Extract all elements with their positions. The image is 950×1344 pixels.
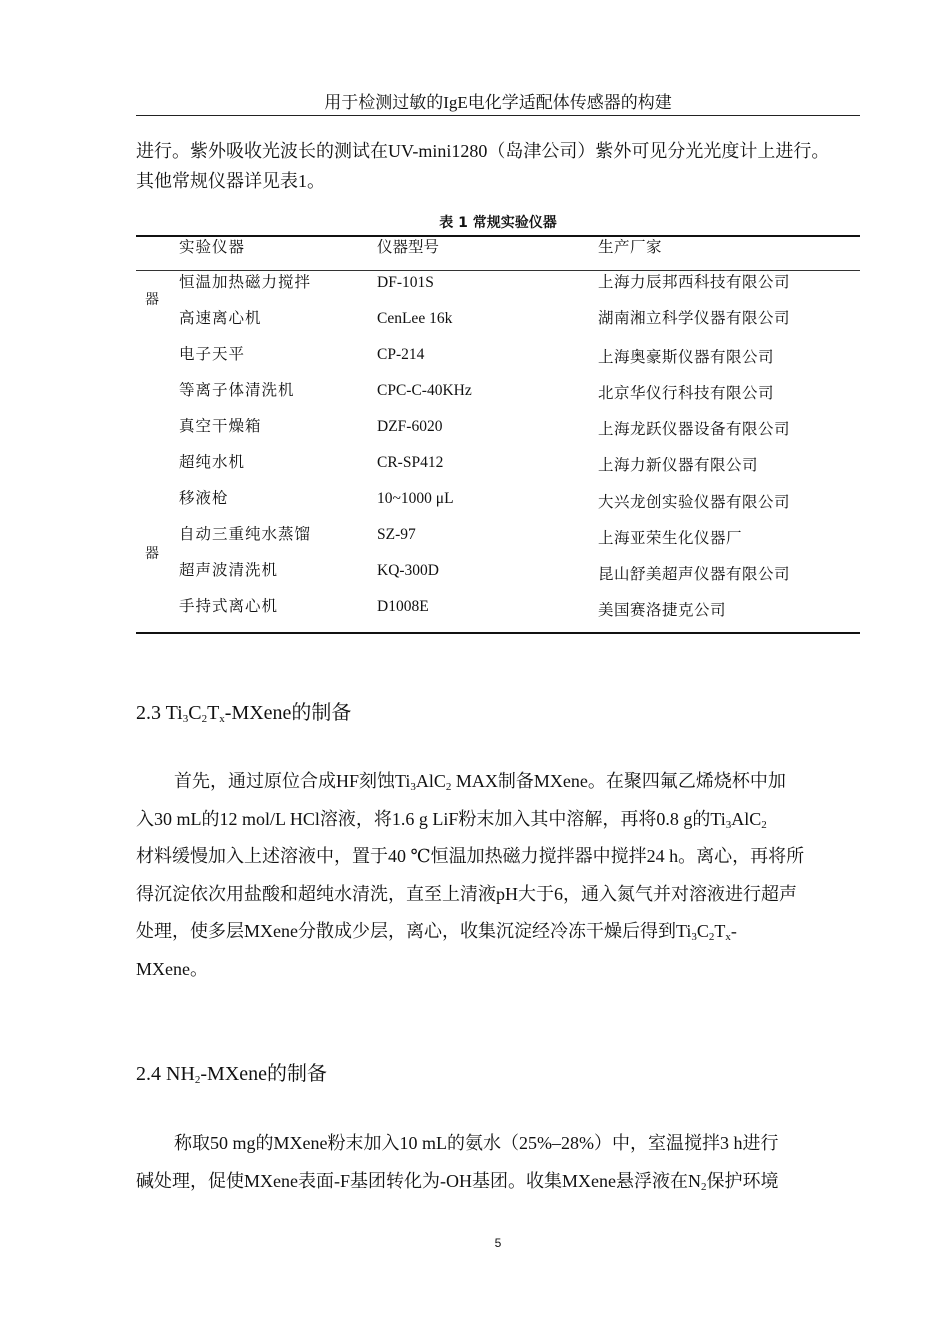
section-heading-2-4: 2.4 $NH_2$-MXene的制备: [136, 1063, 328, 1086]
table-header-rule: [136, 270, 860, 271]
table-cell-name: 等离子体清洗机: [179, 382, 295, 399]
paragraph-line: 称取50 mg的MXene粉末加入10 mL的氨水（25%–28%）中，室温搅拌3 h进行: [174, 1133, 779, 1153]
table-cell-model: 10~1000 μL: [377, 490, 454, 507]
table-category-label: 器: [145, 293, 159, 308]
table-cell-name: 移液枪: [179, 490, 229, 507]
table-cell-maker: 湖南湘立科学仪器有限公司: [598, 310, 791, 327]
paragraph-line: 碱处理，促使MXene表面-F基团转化为-OH基团。收集MXene悬浮液在$N_2$保护环境: [136, 1170, 779, 1193]
paragraph-line: 处理，使多层MXene分散成少层，离心，收集沉淀经冷冻干燥后得到$Ti_3C_2T_x-$: [136, 921, 737, 943]
section-2-4-paragraph: [136, 1125, 876, 1200]
table-cell-maker: 美国赛洛捷克公司: [598, 602, 727, 619]
paragraph-line: 首先，通过原位合成HF刻蚀$Ti_3AlC_2$ MAX制备MXene。在聚四氟乙烯烧杯中加: [174, 771, 786, 793]
table-cell-maker: 上海力新仪器有限公司: [598, 457, 759, 474]
paragraph-line: 得沉淀依次用盐酸和超纯水清洗，直至上清液pH大于6，通入氮气并对溶液进行超声: [136, 883, 797, 904]
table-cell-maker: 上海奥豪斯仪器有限公司: [598, 349, 775, 366]
table-cell-name: 电子天平: [179, 346, 246, 363]
table-cell-name: 超声波清洗机: [179, 562, 279, 579]
table-category-label: 器: [145, 547, 159, 562]
table-cell-model: SZ-97: [377, 526, 416, 543]
header-rule: [136, 115, 860, 116]
paragraph-line: 材料缓慢加入上述溶液中，置于40 ℃恒温加热磁力搅拌器中搅拌24 h。离心，再将所: [136, 846, 805, 866]
table-cell-name: 手持式离心机: [179, 598, 279, 615]
table-cell-name: 自动三重纯水蒸馏: [179, 526, 312, 543]
section-heading-2-3: 2.3 $Ti_3C_2T_x$-MXene的制备: [136, 702, 352, 725]
paragraph-line: 入30 mL的12 mol/L HCl溶液，将1.6 g LiF粉末加入其中溶解，再将0.8 g的$Ti_3AlC_2$: [136, 808, 767, 831]
table-cell-model: CPC-C-40KHz: [377, 382, 472, 399]
intro-line: 进行。紫外吸收光波长的测试在UV-mini1280（岛津公司）紫外可见分光光度计上进行。: [136, 141, 830, 161]
table-cell-model: DZF-6020: [377, 418, 443, 435]
table-cell-maker: 北京华仪行科技有限公司: [598, 385, 775, 402]
table-cell-model: KQ-300D: [377, 562, 439, 579]
table-header-cell: 仪器型号: [377, 239, 440, 256]
paragraph-line: MXene。: [136, 958, 208, 979]
table-cell-maker: 上海龙跃仪器设备有限公司: [598, 421, 791, 438]
table-cell-name: 恒温加热磁力搅拌: [179, 274, 312, 291]
table-cell-maker: 上海亚荣生化仪器厂: [598, 530, 743, 547]
table-cell-maker: 上海力辰邦西科技有限公司: [598, 274, 791, 291]
table-cell-model: CR-SP412: [377, 454, 444, 471]
table-cell-maker: 昆山舒美超声仪器有限公司: [598, 566, 791, 583]
intro-paragraph: [136, 136, 876, 196]
table-cell-name: 真空干燥箱: [179, 418, 262, 435]
page-number: 5: [494, 1236, 502, 1250]
table-cell-maker: 大兴龙创实验仪器有限公司: [598, 494, 791, 511]
running-header: 用于检测过敏的IgE电化学适配体传感器的构建: [324, 93, 672, 112]
table-top-rule: [136, 235, 860, 237]
table-cell-model: DF-101S: [377, 274, 434, 291]
table-header-cell: 实验仪器: [179, 239, 246, 256]
table-cell-model: CP-214: [377, 346, 425, 363]
table-cell-name: 超纯水机: [179, 454, 246, 471]
table-header-cell: 生产厂家: [598, 239, 663, 256]
section-2-3-paragraph: [136, 763, 876, 988]
table-cell-model: CenLee 16k: [377, 310, 453, 327]
table-bottom-rule: [136, 632, 860, 634]
intro-line: 其他常规仪器详见表1。: [136, 171, 325, 191]
table-cell-model: D1008E: [377, 598, 429, 615]
table-cell-name: 高速离心机: [179, 310, 262, 327]
table-caption: 表 1 常规实验仪器: [439, 215, 557, 231]
